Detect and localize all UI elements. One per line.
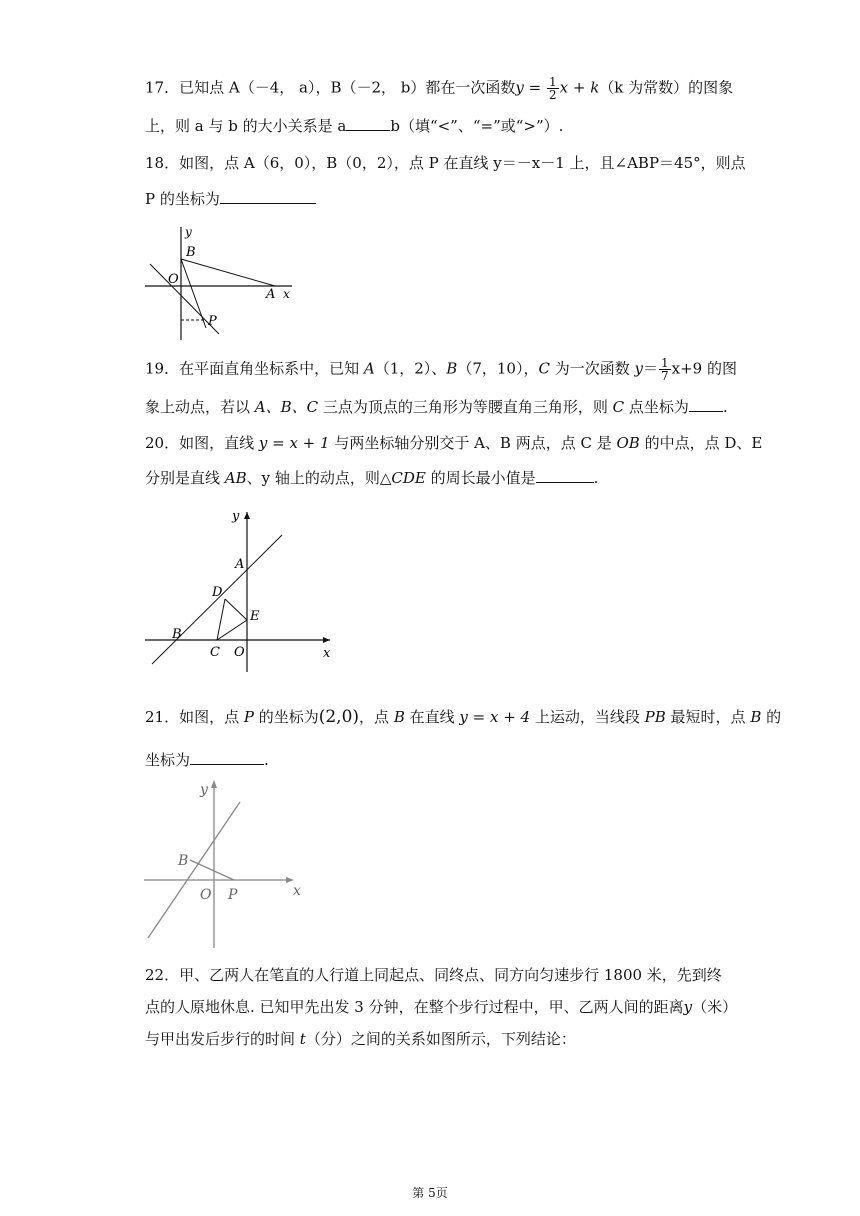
q18-line2: P 的坐标为 [145,188,316,210]
q18-figure [140,222,300,344]
svg-text:B: B [186,245,196,260]
q21-line1: 21．如图，点 P 的坐标为(2,0)，点 B 在直线 y = x + 4 上运动，当线段 PB 最短时，点 B 的 [145,707,782,727]
svg-text:O: O [168,272,179,287]
q17-line2: 上，则 a 与 b 的大小关系是 a b（填“<”、“=”或“>”）. [145,117,564,135]
svg-text:A: A [266,287,276,302]
q17-fraction: $\frac{1}{2}$ [548,75,557,102]
svg-text:x: x [283,287,290,301]
svg-text:y: y [185,225,192,239]
q19-line1: 19．在平面直角坐标系中，已知 A（1，2）、B（7，10），C 为一次函数 y＝ $\frac{1}{7}$ x+9 的图 [145,356,737,383]
q17-answer-blank[interactable] [346,130,390,131]
q20-figure [140,502,340,674]
q22-line3: 与甲出发后步行的时间 t（分）之间的关系如图所示，下列结论： [145,1030,576,1048]
q20-line1: 20．如图，直线 y = x + 1 与两坐标轴分别交于 A、B 两点，点 C 是 OB 的中点，点 D、E [145,434,763,452]
svg-text:E: E [250,609,260,624]
q19-fraction: $\frac{1}{7}$ [661,356,669,383]
svg-text:B: B [178,853,189,869]
svg-text:D: D [212,585,223,600]
page-number: 第 5页 [412,1186,448,1200]
svg-text:y: y [232,509,240,524]
q20-line2: 分别是直线 AB、y 轴上的动点，则△CDE 的周长最小值是 . [145,469,599,487]
q20-answer-blank[interactable] [536,482,594,483]
q22-line2: 点的人原地休息. 已知甲先出发 3 分钟，在整个步行过程中，甲、乙两人间的距离y（米） [145,998,738,1016]
q18-answer-blank[interactable] [220,203,316,204]
q21-coordinate: (2,0) [318,707,360,727]
svg-text:x: x [323,646,331,661]
svg-text:O: O [200,887,212,903]
q18-line1: 18．如图，点 A（6，0），B（0，2），点 P 在直线 y＝－x－1 上，且∠ABP＝45°，则点 [145,154,746,172]
svg-text:B: B [172,627,182,642]
svg-text:P: P [228,887,238,903]
q21-answer-blank[interactable] [190,764,264,765]
svg-text:y: y [200,782,208,798]
q19-answer-blank[interactable] [689,411,723,412]
q21-line2: 坐标为 . [145,751,269,769]
svg-text:A: A [235,557,245,572]
svg-text:O: O [234,645,245,660]
q19-line2: 象上动点，若以 A、B、C 三点为顶点的三角形为等腰直角三角形，则 C 点坐标为 . [145,398,728,416]
svg-text:x: x [293,883,301,899]
svg-text:P: P [208,314,217,329]
q21-figure [140,780,310,952]
q22-line1: 22．甲、乙两人在笔直的人行道上同起点、同终点、同方向匀速步行 1800 米，先到终 [145,966,722,984]
q17-line1: 17．已知点 A（－4， a），B（－2， b）都在一次函数y = $\frac{1}{2}$ x + k（k 为常数）的图象 [145,75,734,102]
svg-text:C: C [210,645,220,660]
